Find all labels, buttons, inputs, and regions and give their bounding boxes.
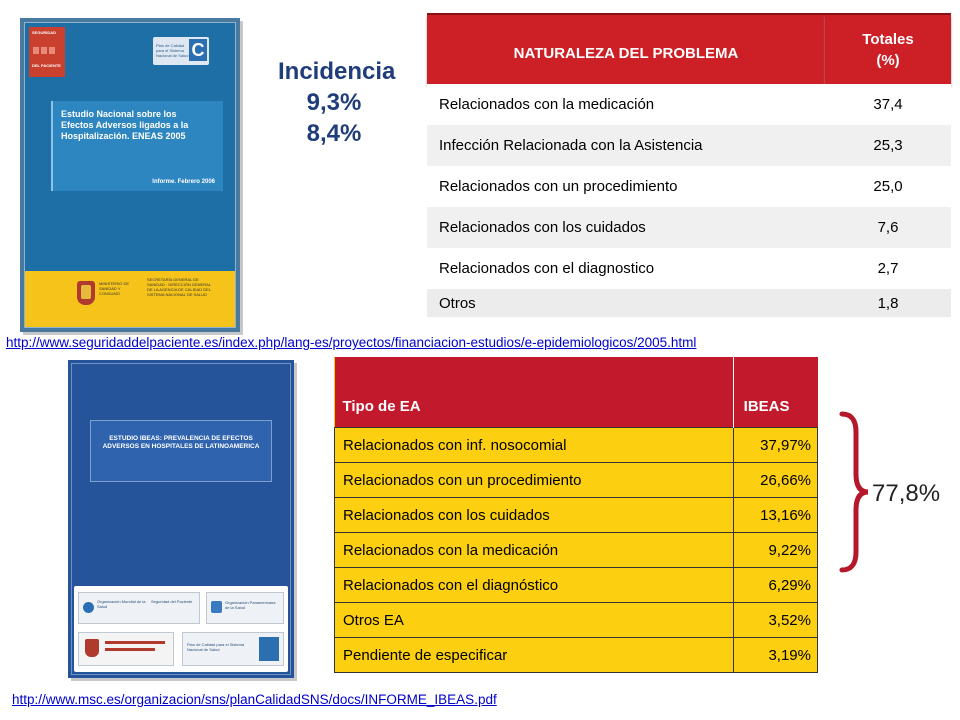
eneas-cover-frame <box>24 22 236 328</box>
table-row <box>427 289 951 317</box>
incidence-value-2: 8,4% <box>306 120 362 147</box>
ops-label: Organización Panamericana de la Salud <box>225 600 276 610</box>
table-row <box>335 463 818 498</box>
table-row <box>427 84 951 125</box>
ministry-text-line <box>105 648 155 651</box>
row-label: Pendiente de especificar <box>335 638 734 673</box>
badge-square <box>33 47 39 54</box>
quality-plan-c-icon <box>259 637 279 661</box>
badge-square <box>49 47 55 54</box>
quality-plan-c-icon: C <box>189 39 207 61</box>
row-value: 25,0 <box>825 166 951 207</box>
coat-of-arms-detail <box>81 285 91 299</box>
row-value: 13,16% <box>733 498 817 533</box>
table-row <box>335 603 818 638</box>
row-value: 37,4 <box>825 84 951 125</box>
row-value: 26,66% <box>733 463 817 498</box>
ibeas-type-table <box>334 357 818 673</box>
row-value: 9,22% <box>733 533 817 568</box>
table-row <box>335 498 818 533</box>
who-globe-icon <box>83 602 94 613</box>
ministry-label: MINISTERIO DE SANIDAD Y CONSUMO <box>99 281 130 296</box>
row-label: Relacionados con la medicación <box>335 533 734 568</box>
row-label: Infección Relacionada con la Asistencia <box>427 125 825 166</box>
row-value: 3,19% <box>733 638 817 673</box>
spanish-coat-of-arms-icon <box>85 639 99 657</box>
incidence-block <box>278 56 396 149</box>
row-label: Otros <box>427 289 825 317</box>
grouped-total: 77,8% <box>872 480 941 507</box>
row-label: Relacionados con un procedimiento <box>427 166 825 207</box>
row-label: Relacionados con los cuidados <box>427 207 825 248</box>
eneas-problem-table <box>427 13 951 317</box>
ministry-logo-box <box>78 632 174 666</box>
row-value: 37,97% <box>733 428 817 463</box>
table-row <box>335 533 818 568</box>
badge-square <box>41 47 47 54</box>
ibeas-table-header <box>335 357 818 428</box>
row-value: 25,3 <box>825 125 951 166</box>
table-row <box>335 638 818 673</box>
row-value: 3,52% <box>733 603 817 638</box>
row-label: Relacionados con inf. nosocomial <box>335 428 734 463</box>
ibeas-cover-title: ESTUDIO IBEAS: PREVALENCIA DE EFECTOS ADVERSOS EN HOSPITALES DE LATINOAMERICA <box>102 435 260 450</box>
badge-bottom-label: DEL PACIENTE <box>32 63 61 68</box>
quality-plan-logo-box <box>182 632 284 666</box>
row-label: Relacionados con la medicación <box>427 84 825 125</box>
header-ibeas: IBEAS <box>733 357 817 428</box>
eneas-cover-title-block <box>51 101 223 191</box>
table-row <box>427 248 951 289</box>
ibeas-report-cover <box>68 360 294 678</box>
header-totales-line1: Totales <box>862 30 914 48</box>
eneas-report-cover <box>20 18 240 332</box>
row-value: 7,6 <box>825 207 951 248</box>
directorate-label: SECRETARÍA GENERAL DE SANIDAD · DIRECCIÓN GENERAL DE LA AGENCIA DE CALIDAD DEL SISTEMA NACIONAL DE SALUD <box>147 277 211 297</box>
incidence-value-1: 9,3% <box>306 89 362 116</box>
ibeas-cover-title-block <box>90 420 272 482</box>
badge-top-label: SEGURIDAD <box>32 30 57 35</box>
ops-emblem-icon <box>211 601 222 613</box>
eneas-cover-footer <box>25 271 235 327</box>
table-row <box>335 428 818 463</box>
quality-plan-label: Plan de Calidad para el Sistema Nacional de Salud <box>187 642 245 652</box>
row-value: 2,7 <box>825 248 951 289</box>
row-label: Relacionados con el diagnostico <box>427 248 825 289</box>
ibeas-cover-footer <box>74 586 288 672</box>
eneas-cover-subtitle: Informe. Febrero 2006 <box>152 179 215 185</box>
incidence-label: Incidencia <box>278 58 396 85</box>
patient-safety-badge <box>29 27 65 77</box>
table-row <box>427 125 951 166</box>
ibeas-source-link[interactable]: http://www.msc.es/organizacion/sns/planCalidadSNS/docs/INFORME_IBEAS.pdf <box>12 692 497 707</box>
who-logo-box <box>78 592 200 624</box>
safety-label: Seguridad del Paciente <box>151 599 193 604</box>
table-row <box>427 207 951 248</box>
header-totales-line2: (%) <box>876 51 900 69</box>
row-label: Relacionados con los cuidados <box>335 498 734 533</box>
ministry-text-line <box>105 641 165 644</box>
header-naturaleza: NATURALEZA DEL PROBLEMA <box>427 14 825 84</box>
row-value: 6,29% <box>733 568 817 603</box>
who-label: Organización Mundial de la Salud <box>97 599 146 609</box>
header-tipo-ea: Tipo de EA <box>335 357 734 428</box>
ops-logo-box <box>206 592 284 624</box>
row-value: 1,8 <box>825 289 951 317</box>
table-row <box>427 166 951 207</box>
brace-path <box>842 414 868 570</box>
quality-plan-logo <box>153 37 209 65</box>
grouping-brace-icon <box>836 410 872 574</box>
eneas-table-header <box>427 14 951 84</box>
table-row <box>335 568 818 603</box>
row-label: Relacionados con un procedimiento <box>335 463 734 498</box>
eneas-cover-title: Estudio Nacional sobre los Efectos Adversos ligados a la Hospitalización. ENEAS 2005 <box>61 109 189 141</box>
quality-plan-logo-text: Plan de Calidad para el Sistema Nacional de Salud <box>156 43 189 58</box>
eneas-source-link[interactable]: http://www.seguridaddelpaciente.es/index.php/lang-es/proyectos/financiacion-estudios/e-epidemiologicos/2005.html <box>6 335 697 350</box>
row-label: Relacionados con el diagnóstico <box>335 568 734 603</box>
row-label: Otros EA <box>335 603 734 638</box>
header-totales <box>825 14 951 84</box>
